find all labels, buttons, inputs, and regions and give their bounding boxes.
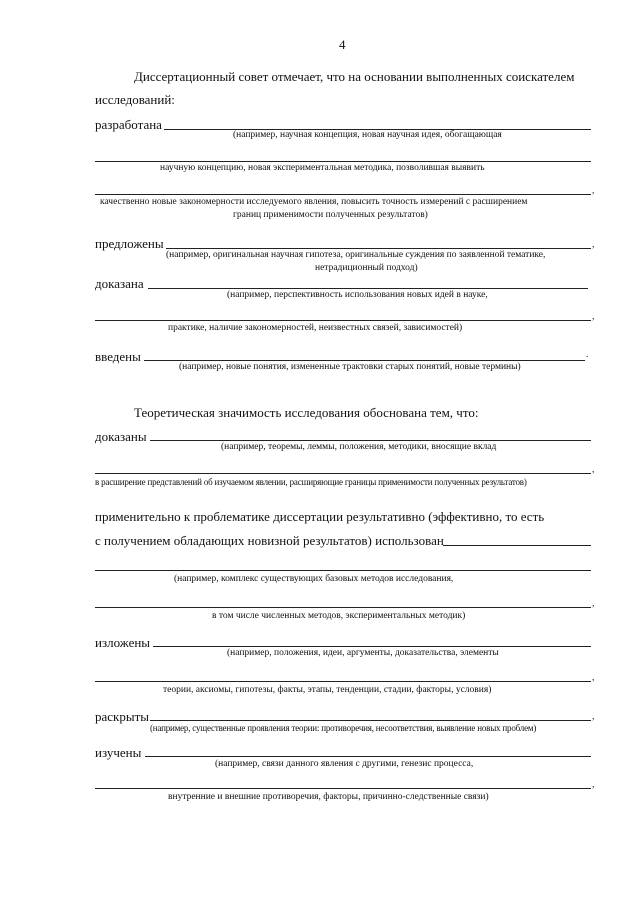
proved-hint-2: в расширение представлений об изучаемом явлении, расширяющие границы применимости полученных результатов)	[95, 477, 527, 487]
developed-label: разработана	[95, 117, 162, 132]
developed-hint-1: (например, научная концепция, новая научная идея, обогащающая	[233, 130, 502, 140]
comma: ,	[592, 186, 595, 196]
proven-hint-2: практике, наличие закономерностей, неизвестных связей, зависимостей)	[168, 323, 463, 333]
proved-hint-1: (например, теоремы, леммы, положения, методики, вносящие вклад	[221, 442, 497, 452]
proposed-label: предложены	[95, 236, 164, 251]
comma: ,	[592, 240, 595, 250]
introduced-label: введены	[95, 349, 141, 364]
revealed-label: раскрыты	[95, 709, 150, 724]
applied-field-3[interactable]	[95, 607, 591, 608]
studied-field-2[interactable]	[95, 788, 591, 789]
proved-field-2[interactable]	[95, 473, 591, 474]
studied-label: изучены	[95, 745, 142, 760]
developed-hint-3: качественно новые закономерности исследуемого явления, повысить точность измерений с расширением	[100, 197, 528, 207]
applied-field-2[interactable]	[95, 570, 591, 571]
comma: ,	[592, 599, 595, 609]
applied-line-2: с получением обладающих новизной результатов) использован	[95, 533, 444, 548]
applied-hint-2: в том числе численных методов, экспериментальных методик)	[212, 611, 466, 621]
intro-line-2: исследований:	[95, 92, 175, 107]
comma: ,	[592, 780, 595, 790]
revealed-field[interactable]	[150, 720, 591, 721]
developed-field-2[interactable]	[95, 161, 591, 162]
stated-hint-1: (например, положения, идеи, аргументы, доказательства, элементы	[227, 648, 499, 658]
revealed-hint: (например, существенные проявления теории: противоречия, несоответствия, выявление новых проблем)	[150, 723, 537, 733]
developed-field-3[interactable]	[95, 194, 591, 195]
introduced-field[interactable]	[144, 360, 585, 361]
proven-label: доказана	[95, 276, 144, 291]
stated-field[interactable]	[153, 646, 591, 647]
proven-field-2[interactable]	[95, 320, 591, 321]
comma: ,	[592, 465, 595, 475]
studied-hint-1: (например, связи данного явления с другими, генезис процесса,	[215, 759, 474, 769]
intro-line-1: Диссертационный совет отмечает, что на основании выполненных соискателем	[134, 69, 575, 84]
developed-hint-4: границ применимости полученных результатов)	[233, 210, 428, 220]
applied-hint-1: (например, комплекс существующих базовых методов исследования,	[174, 574, 454, 584]
proposed-field[interactable]	[166, 248, 591, 249]
page-number: 4	[339, 37, 346, 52]
applied-line-1: применительно к проблематике диссертации результативно (эффективно, то есть	[95, 509, 545, 524]
proved-label: доказаны	[95, 429, 147, 444]
comma: ,	[592, 712, 595, 722]
proved-field[interactable]	[150, 440, 591, 441]
studied-hint-2: внутренние и внешние противоречия, факторы, причинно-следственные связи)	[168, 792, 489, 802]
comma: ,	[592, 673, 595, 683]
theory-heading: Теоретическая значимость исследования обоснована тем, что:	[134, 405, 479, 420]
stated-label: изложены	[95, 635, 151, 650]
dot: .	[586, 350, 589, 360]
studied-field[interactable]	[145, 756, 591, 757]
introduced-hint: (например, новые понятия, измененные трактовки старых понятий, новые термины)	[179, 362, 521, 372]
proven-hint-1: (например, перспективность использования новых идей в науке,	[227, 290, 488, 300]
developed-hint-2: научную концепцию, новая экспериментальная методика, позволившая выявить	[160, 163, 485, 173]
comma: ,	[592, 312, 595, 322]
applied-field[interactable]	[443, 545, 591, 546]
stated-hint-2: теории, аксиомы, гипотезы, факты, этапы, тенденции, стадии, факторы, условия)	[163, 685, 492, 695]
proven-field[interactable]	[148, 288, 588, 289]
proposed-hint-1: (например, оригинальная научная гипотеза, оригинальные суждения по заявленной тематике,	[166, 250, 546, 260]
stated-field-2[interactable]	[95, 681, 591, 682]
proposed-hint-2: нетрадиционный подход)	[315, 263, 418, 273]
